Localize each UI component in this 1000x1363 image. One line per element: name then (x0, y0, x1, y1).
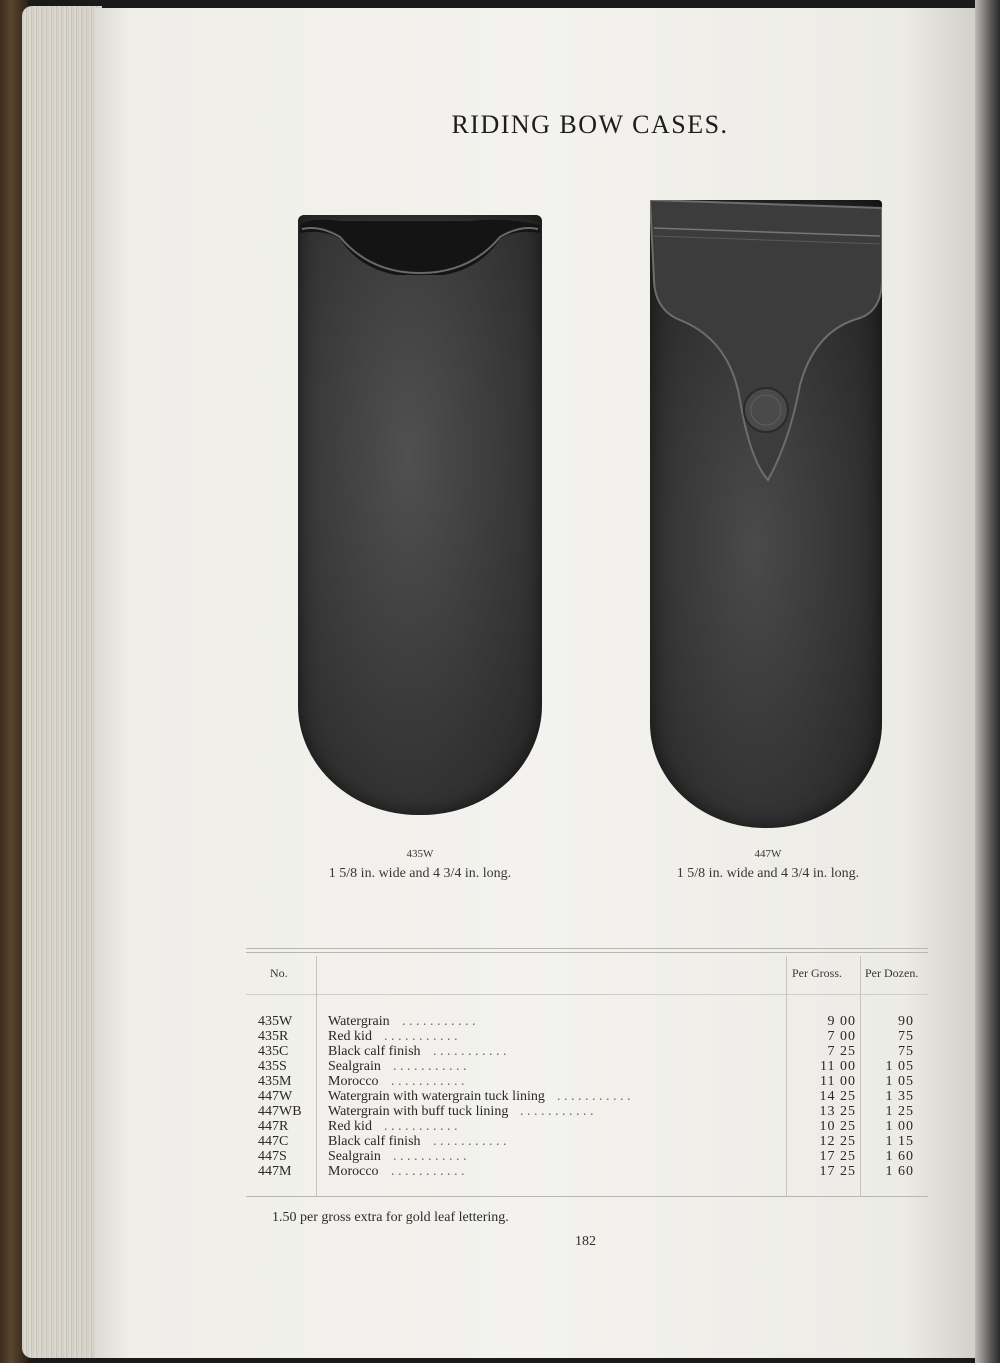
row-description: Morocco (328, 1074, 379, 1089)
row-number: 447C (258, 1134, 289, 1149)
row-number: 447WB (258, 1104, 302, 1119)
table-row (246, 1029, 928, 1044)
table-row (246, 1119, 928, 1134)
row-per-dozen: 90 (898, 1014, 914, 1029)
row-description: Red kid (328, 1119, 372, 1134)
table-bottom-rule (246, 1196, 928, 1197)
row-per-gross: 10 25 (819, 1119, 856, 1134)
row-per-dozen: 75 (898, 1044, 914, 1059)
row-per-gross: 11 00 (820, 1074, 856, 1089)
case-435w-image (298, 215, 542, 815)
table-row (246, 1044, 928, 1059)
row-number: 447M (258, 1164, 292, 1179)
leader-dots: . . . . . . . . . . . (384, 1119, 458, 1134)
row-per-gross: 9 00 (827, 1014, 856, 1029)
row-per-dozen: 1 35 (885, 1089, 914, 1104)
page-edges (22, 6, 102, 1358)
table-row (246, 1074, 928, 1089)
row-number: 447W (258, 1089, 293, 1104)
leader-dots: . . . . . . . . . . . (384, 1029, 458, 1044)
row-per-gross: 12 25 (819, 1134, 856, 1149)
product-number-447w: 447W (754, 848, 782, 860)
case-435w-mouth (300, 215, 540, 275)
row-number: 435C (258, 1044, 289, 1059)
header-per-gross: Per Gross. (792, 966, 842, 980)
row-per-gross: 7 25 (827, 1044, 856, 1059)
case-447w-flap (650, 200, 882, 490)
product-dimensions-435w: 1 5/8 in. wide and 4 3/4 in. long. (328, 866, 512, 881)
leader-dots: . . . . . . . . . . . (393, 1059, 467, 1074)
row-per-gross: 14 25 (819, 1089, 856, 1104)
table-row (246, 1059, 928, 1074)
page-title: RIDING BOW CASES. (451, 110, 729, 139)
row-description: Watergrain with buff tuck lining (328, 1104, 509, 1119)
row-per-dozen: 1 05 (885, 1059, 914, 1074)
row-per-dozen: 1 00 (885, 1119, 914, 1134)
product-dimensions-447w: 1 5/8 in. wide and 4 3/4 in. long. (676, 866, 860, 881)
price-table (246, 948, 928, 1198)
row-number: 447R (258, 1119, 289, 1134)
leader-dots: . . . . . . . . . . . (557, 1089, 631, 1104)
row-per-dozen: 1 15 (885, 1134, 914, 1149)
row-per-dozen: 1 05 (885, 1074, 914, 1089)
row-per-gross: 17 25 (819, 1164, 856, 1179)
table-row (246, 1014, 928, 1029)
leader-dots: . . . . . . . . . . . (433, 1044, 507, 1059)
row-per-dozen: 75 (898, 1029, 914, 1044)
page-number: 182 (575, 1234, 596, 1249)
table-row (246, 1134, 928, 1149)
row-description: Sealgrain (328, 1149, 381, 1164)
page-right-shadow (975, 0, 1000, 1363)
leader-dots: . . . . . . . . . . . (402, 1014, 476, 1029)
row-description: Watergrain with watergrain tuck lining (328, 1089, 545, 1104)
row-per-dozen: 1 60 (885, 1164, 914, 1179)
row-description: Morocco (328, 1164, 379, 1179)
leader-dots: . . . . . . . . . . . (393, 1149, 467, 1164)
row-per-gross: 11 00 (820, 1059, 856, 1074)
row-description: Sealgrain (328, 1059, 381, 1074)
product-number-435w: 435W (406, 848, 434, 860)
row-per-dozen: 1 25 (885, 1104, 914, 1119)
leader-dots: . . . . . . . . . . . (433, 1134, 507, 1149)
table-row (246, 1104, 928, 1119)
row-per-gross: 13 25 (819, 1104, 856, 1119)
table-row (246, 1089, 928, 1104)
row-per-gross: 7 00 (827, 1029, 856, 1044)
row-description: Black calf finish (328, 1044, 421, 1059)
footnote: 1.50 per gross extra for gold leaf lettering. (272, 1210, 509, 1225)
row-description: Watergrain (328, 1014, 390, 1029)
row-number: 435M (258, 1074, 292, 1089)
row-per-dozen: 1 60 (885, 1149, 914, 1164)
table-top-rule (246, 948, 928, 949)
table-row (246, 1164, 928, 1179)
row-description: Red kid (328, 1029, 372, 1044)
table-body (246, 1014, 928, 1179)
header-per-dozen: Per Dozen. (865, 966, 919, 980)
row-number: 435S (258, 1059, 287, 1074)
table-row (246, 1149, 928, 1164)
leader-dots: . . . . . . . . . . . (520, 1104, 594, 1119)
row-per-gross: 17 25 (819, 1149, 856, 1164)
header-no: No. (270, 966, 288, 980)
table-header-rule (246, 994, 928, 995)
row-number: 435R (258, 1029, 289, 1044)
leader-dots: . . . . . . . . . . . (391, 1164, 465, 1179)
row-description: Black calf finish (328, 1134, 421, 1149)
row-number: 435W (258, 1014, 293, 1029)
table-top-rule-2 (246, 952, 928, 953)
leader-dots: . . . . . . . . . . . (391, 1074, 465, 1089)
row-number: 447S (258, 1149, 287, 1164)
